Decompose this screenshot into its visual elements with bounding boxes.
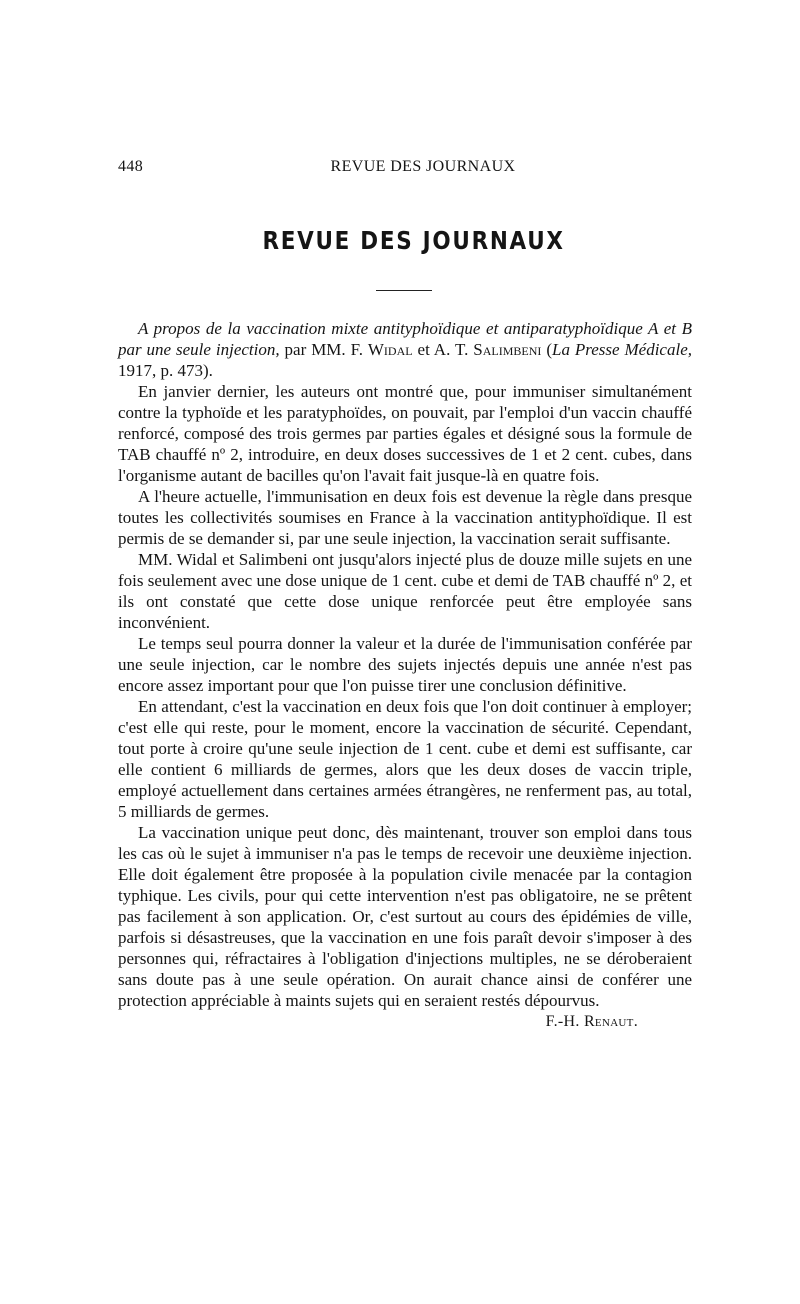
author-salimbeni: Salimbeni [473, 340, 542, 359]
paragraph-3: MM. Widal et Salimbeni ont jusqu'alors injecté plus de douze mille sujets en une fois seulement avec une dose unique de 1 cent. cube et demi de TAB chauffé nº 2, et ils ont constaté que cette dose unique renforcée peut être employée sans inconvénient. [118, 550, 692, 632]
author-widal: Widal [367, 340, 413, 359]
signature: F.-H. Renaut. [545, 1013, 638, 1030]
citation-open-paren: ( [541, 340, 552, 359]
journal-name: La Presse Médicale, [551, 340, 692, 359]
citation-details: 1917, p. 473). [118, 361, 213, 380]
paragraph-5: En attendant, c'est la vaccination en deux fois que l'on doit continuer à employer; c'est elle qui reste, pour le moment, encore la vaccination de sécurité. Cependant, tout porte à croire qu'une seule injection de 1 cent. cube et demi est suffisante, car elle contient 6 milliards de germes, alors que les deux doses de vaccin triple, employé actuellement dans certaines armées étrangères, ne renferment pas, au total, 5 milliards de germes. [118, 697, 692, 821]
paragraph-1: En janvier dernier, les auteurs ont montré que, pour immuniser simultanément contre la typhoïde et les paratyphoïdes, on pouvait, par l'emploi d'un vaccin chauffé renforcé, composé des trois germes par parties égales et désigné sous la formule de TAB chauffé nº 2, introduire, en deux doses successives de 1 et 2 cent. cubes, dans l'organisme autant de bacilles qu'on l'avait fait jusque-là en quatre fois. [118, 382, 692, 485]
section-title: REVUE DES JOURNAUX [262, 226, 565, 255]
paragraph-4: Le temps seul pourra donner la valeur et la durée de l'immunisation conférée par une seule injection, car le nombre des sujets injectés depuis une année n'est pas encore assez important pour que l'on puisse tirer une conclusion définitive. [118, 634, 692, 695]
article-citation [118, 318, 692, 381]
article-title: A propos de la vaccination mixte antityphoïdique et antiparatyphoïdique A et B par une seule injection, [118, 319, 692, 359]
citation-and: et A. T. [412, 340, 474, 359]
title-divider [376, 290, 432, 291]
article [118, 318, 692, 1032]
paragraph-2: A l'heure actuelle, l'immunisation en deux fois est devenue la règle dans presque toutes les collectivités soumises en France à la vaccination antityphoïdique. Il est permis de se demander si, par une seule injection, la vaccination serait suffisante. [118, 487, 692, 548]
page-number: 448 [118, 158, 144, 175]
citation-by: par MM. F. [279, 340, 368, 359]
running-title: REVUE DES JOURNAUX [330, 158, 516, 175]
paragraph-6: La vaccination unique peut donc, dès maintenant, trouver son emploi dans tous les cas où le sujet à immuniser n'a pas le temps de recevoir une deuxième injection. Elle doit également être proposée à la population civile menacée par la contagion typhique. Les civils, pour qui cette intervention n'est pas obligatoire, ne se prêtent pas facilement à son application. Or, c'est surtout au cours des épidémies de ville, parfois si désastreuses, que la vaccination en une fois paraît devoir s'imposer à des personnes qui, réfractaires à l'obligation d'injections multiples, ne se déroberaient sans doute pas à une seule opération. On aurait chance ainsi de conférer une protection appréciable à maints sujets qui en seraient restés dépourvus. [118, 823, 692, 1010]
running-header [118, 158, 692, 180]
